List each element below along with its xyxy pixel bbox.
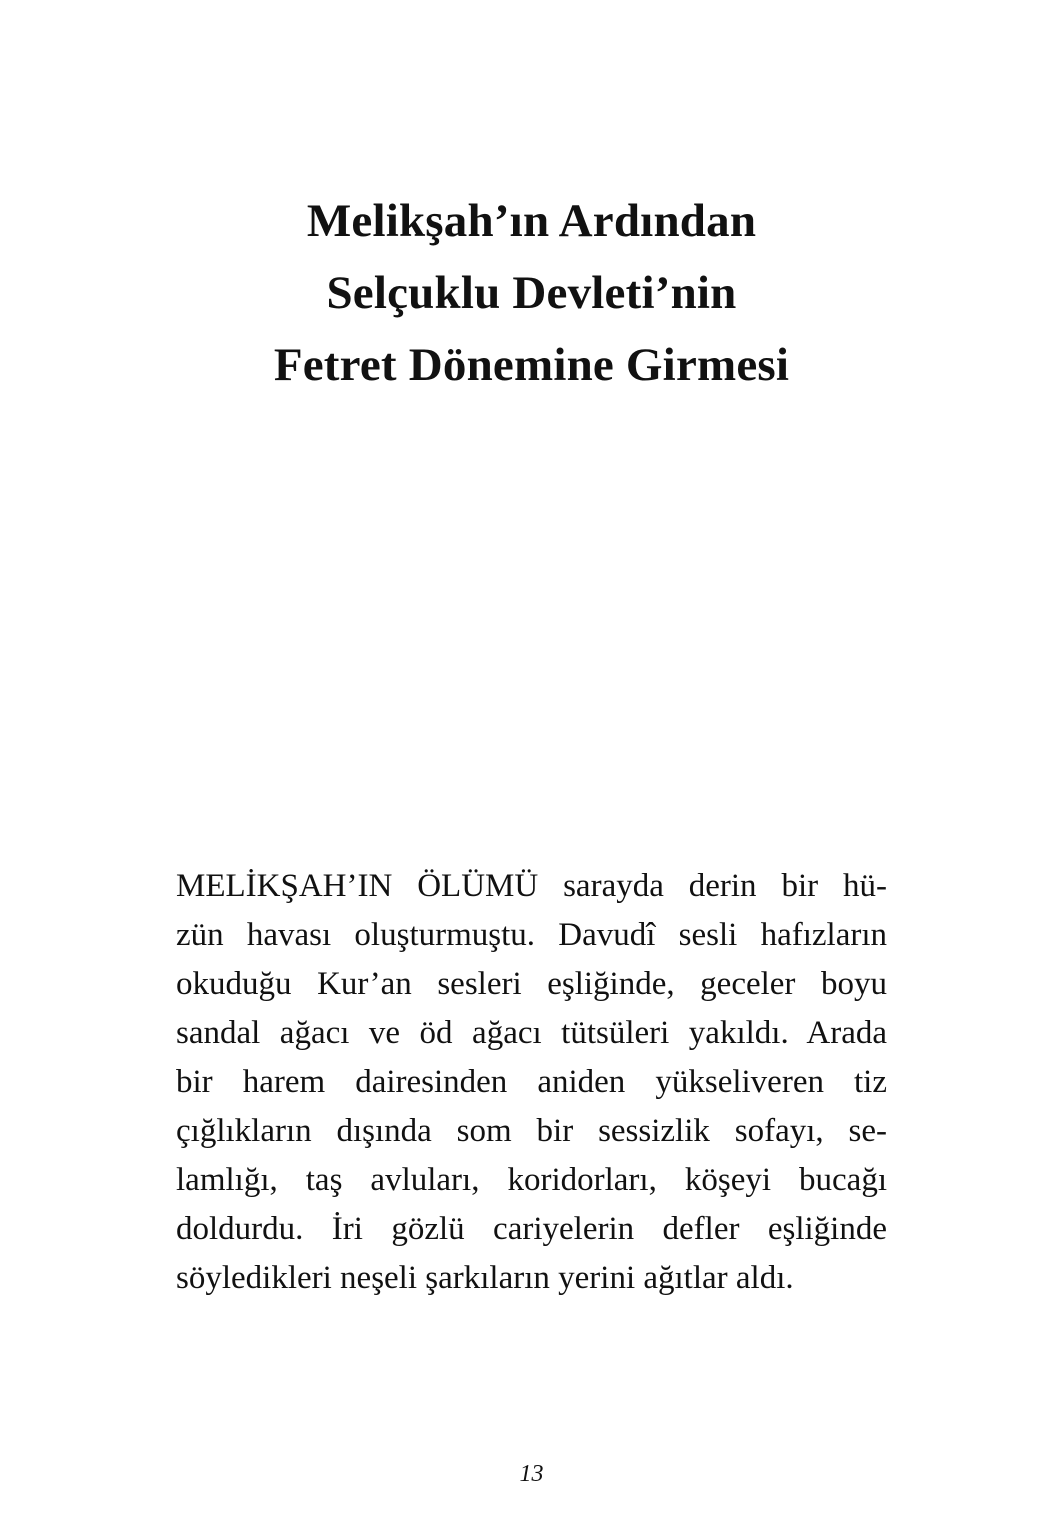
body-line: sandal ağacı ve öd ağacı tütsüleri yakıldı. Arada xyxy=(176,1015,887,1051)
chapter-title-line: Fetret Dönemine Girmesi xyxy=(273,339,790,391)
body-line: zün havası oluşturmuştu. Davudî sesli hafızların xyxy=(176,917,887,953)
body-line: çığlıkların dışında som bir sessizlik sofayı, se- xyxy=(176,1113,887,1149)
body-line-last: söyledikleri neşeli şarkıların yerini ağıtlar aldı. xyxy=(176,1260,794,1296)
body-line: MELİKŞAH’IN ÖLÜMÜ sarayda derin bir hü- xyxy=(176,868,887,904)
chapter-title xyxy=(0,185,1063,401)
body-line: lamlığı, taş avluları, koridorları, köşeyi bucağı xyxy=(176,1162,887,1198)
chapter-title-line: Melikşah’ın Ardından xyxy=(306,195,757,247)
chapter-title-line: Selçuklu Devleti’nin xyxy=(326,267,737,319)
page-number: 13 xyxy=(519,1461,544,1487)
body-line: bir harem dairesinden aniden yükseliveren tiz xyxy=(176,1064,887,1100)
body-line: okuduğu Kur’an sesleri eşliğinde, geceler boyu xyxy=(176,966,887,1002)
body-paragraph xyxy=(176,862,887,1303)
body-line: doldurdu. İri gözlü cariyelerin defler eşliğinde xyxy=(176,1211,887,1247)
